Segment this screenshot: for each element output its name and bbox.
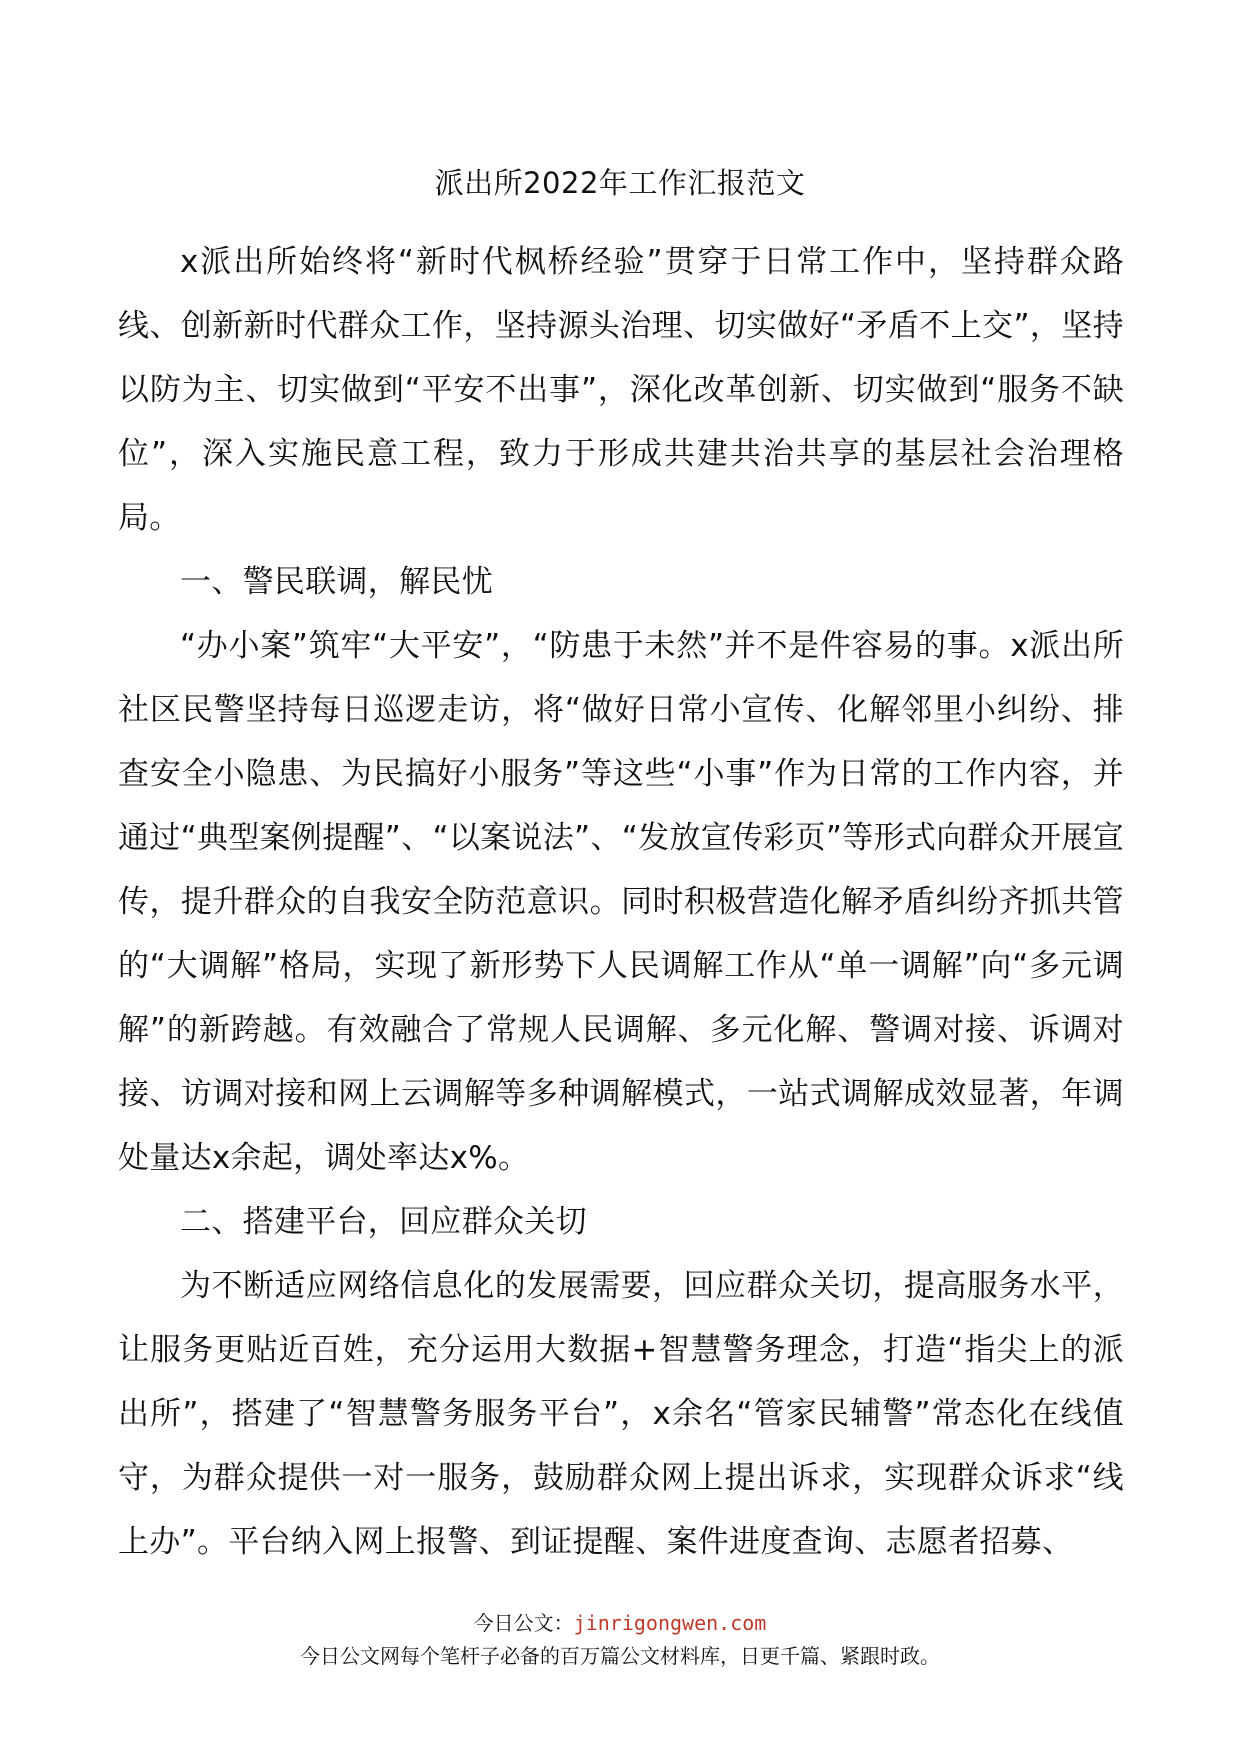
footer-source bbox=[0, 1608, 1240, 1638]
section-heading-2: 二、搭建平台，回应群众关切 bbox=[180, 1204, 587, 1240]
document-body bbox=[118, 230, 1124, 1574]
footer-prefix: 今日公文： bbox=[473, 1611, 574, 1635]
section-2-paragraph: 为不断适应网络信息化的发展需要，回应群众关切，提高服务水平，让服务更贴近百姓，充分运用大数据+智慧警务理念，打造“指尖上的派出所”，搭建了“智慧警务服务平台”，x余名“管家民辅警”常态化在线值守，为群众提供一对一服务，鼓励群众网上提出诉求，实现群众诉求“线上办”。平台纳入网上报警、到证提醒、案件进度查询、志愿者招募、 bbox=[118, 1268, 1124, 1560]
section-1-paragraph: “办小案”筑牢“大平安”，“防患于未然”并不是件容易的事。x派出所社区民警坚持每日巡逻走访，将“做好日常小宣传、化解邻里小纠纷、排查安全小隐患、为民搞好小服务”等这些“小事”作为日常的工作内容，并通过“典型案例提醒”、“以案说法”、“发放宣传彩页”等形式向群众开展宣传，提升群众的自我安全防范意识。同时积极营造化解矛盾纠纷齐抓共管的“大调解”格局，实现了新形势下人民调解工作从“单一调解”向“多元调解”的新跨越。有效融合了常规人民调解、多元化解、警调对接、诉调对接、访调对接和网上云调解等多种调解模式，一站式调解成效显著，年调处量达x余起，调处率达x%。 bbox=[118, 628, 1124, 1176]
footer-url-link[interactable]: jinrigongwen.com bbox=[573, 1611, 767, 1635]
document-title: 派出所2022年工作汇报范文 bbox=[434, 166, 806, 200]
intro-paragraph: x派出所始终将“新时代枫桥经验”贯穿于日常工作中，坚持群众路线、创新新时代群众工作，坚持源头治理、切实做好“矛盾不上交”，坚持以防为主、切实做到“平安不出事”，深化改革创新、切实做到“服务不缺位”，深入实施民意工程，致力于形成共建共治共享的基层社会治理格局。 bbox=[118, 244, 1124, 536]
section-heading-1: 一、警民联调，解民忧 bbox=[180, 564, 493, 600]
footer-slogan: 今日公文网每个笔杆子必备的百万篇公文材料库，日更千篇、紧跟时政。 bbox=[300, 1644, 940, 1668]
